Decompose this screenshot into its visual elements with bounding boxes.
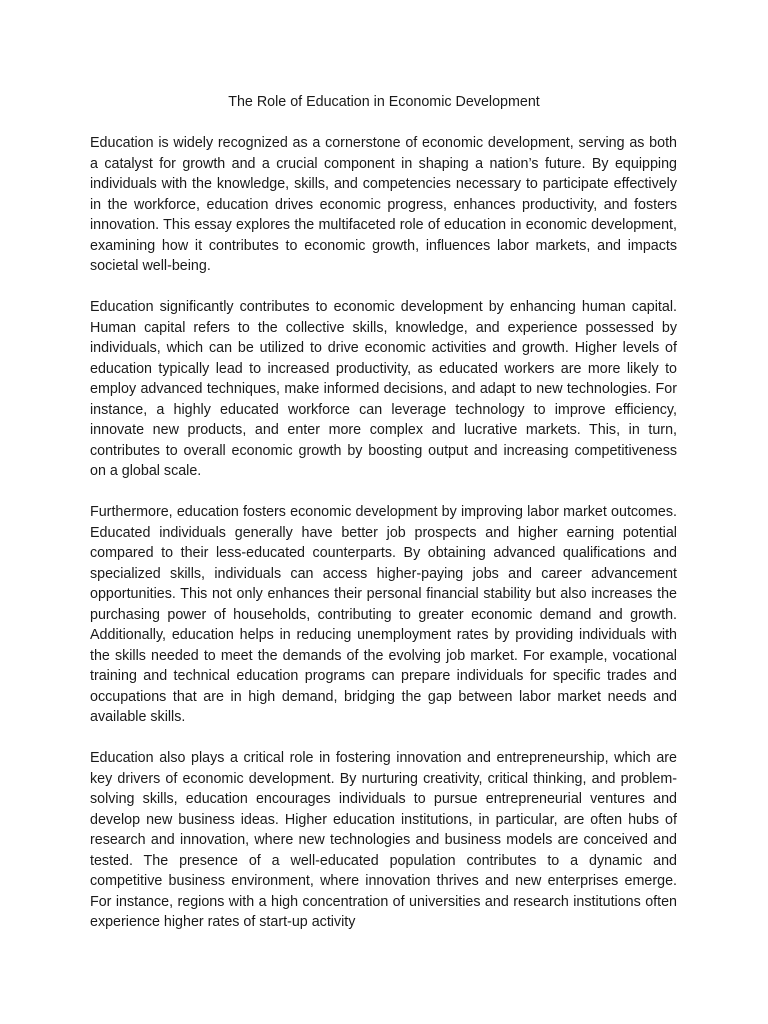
paragraph-innovation: Education also plays a critical role in fostering innovation and entrepreneurship, which are key drivers of economic development. By nurturing creativity, critical thinking, and problem-solving skills, education encourages individuals to pursue entrepreneurial ventures and develop new business ideas. Higher education institutions, in particular, are often hubs of research and innovation, where new technologies and business models are conceived and tested. The presence of a well-educated population contributes to a dynamic and competitive business environment, where innovation thrives and new enterprises emerge. For instance, regions with a high concentration of universities and research institutions often experience higher rates of start-up activity — [90, 750, 677, 930]
paragraph-intro: Education is widely recognized as a cornerstone of economic development, serving as both a catalyst for growth and a crucial component in shaping a nation’s future. By equipping individuals with the knowledge, skills, and competencies necessary to participate effectively in the workforce, education drives economic progress, enhances productivity, and fosters innovation. This essay explores the multifaceted role of education in economic development, examining how it contributes to economic growth, influences labor markets, and impacts societal well-being. — [90, 135, 677, 274]
document-body — [90, 133, 677, 953]
paragraph-labor-market: Furthermore, education fosters economic development by improving labor market outcomes. Educated individuals generally have better job prospects and higher earning potential compared to their less-educated counterparts. By obtaining advanced qualifications and specialized skills, individuals can access higher-paying jobs and career advancement opportunities. This not only enhances their personal financial stability but also increases the purchasing power of households, contributing to greater economic demand and growth. Additionally, education helps in reducing unemployment rates by providing individuals with the skills needed to meet the demands of the evolving job market. For example, vocational training and technical education programs can prepare individuals for specific trades and occupations that are in high demand, bridging the gap between labor market needs and available skills. — [90, 504, 677, 725]
document-title: The Role of Education in Economic Development — [228, 94, 540, 110]
paragraph-human-capital: Education significantly contributes to economic development by enhancing human capital. Human capital refers to the collective skills, knowledge, and experience possessed by individuals, which can be utilized to drive economic activities and growth. Higher levels of education typically lead to increased productivity, as educated workers are more likely to employ advanced techniques, make informed decisions, and adapt to new technologies. For instance, a highly educated workforce can leverage technology to improve efficiency, innovate new products, and enter more complex and lucrative markets. This, in turn, contributes to overall economic growth by boosting output and increasing competitiveness on a global scale. — [90, 299, 677, 479]
